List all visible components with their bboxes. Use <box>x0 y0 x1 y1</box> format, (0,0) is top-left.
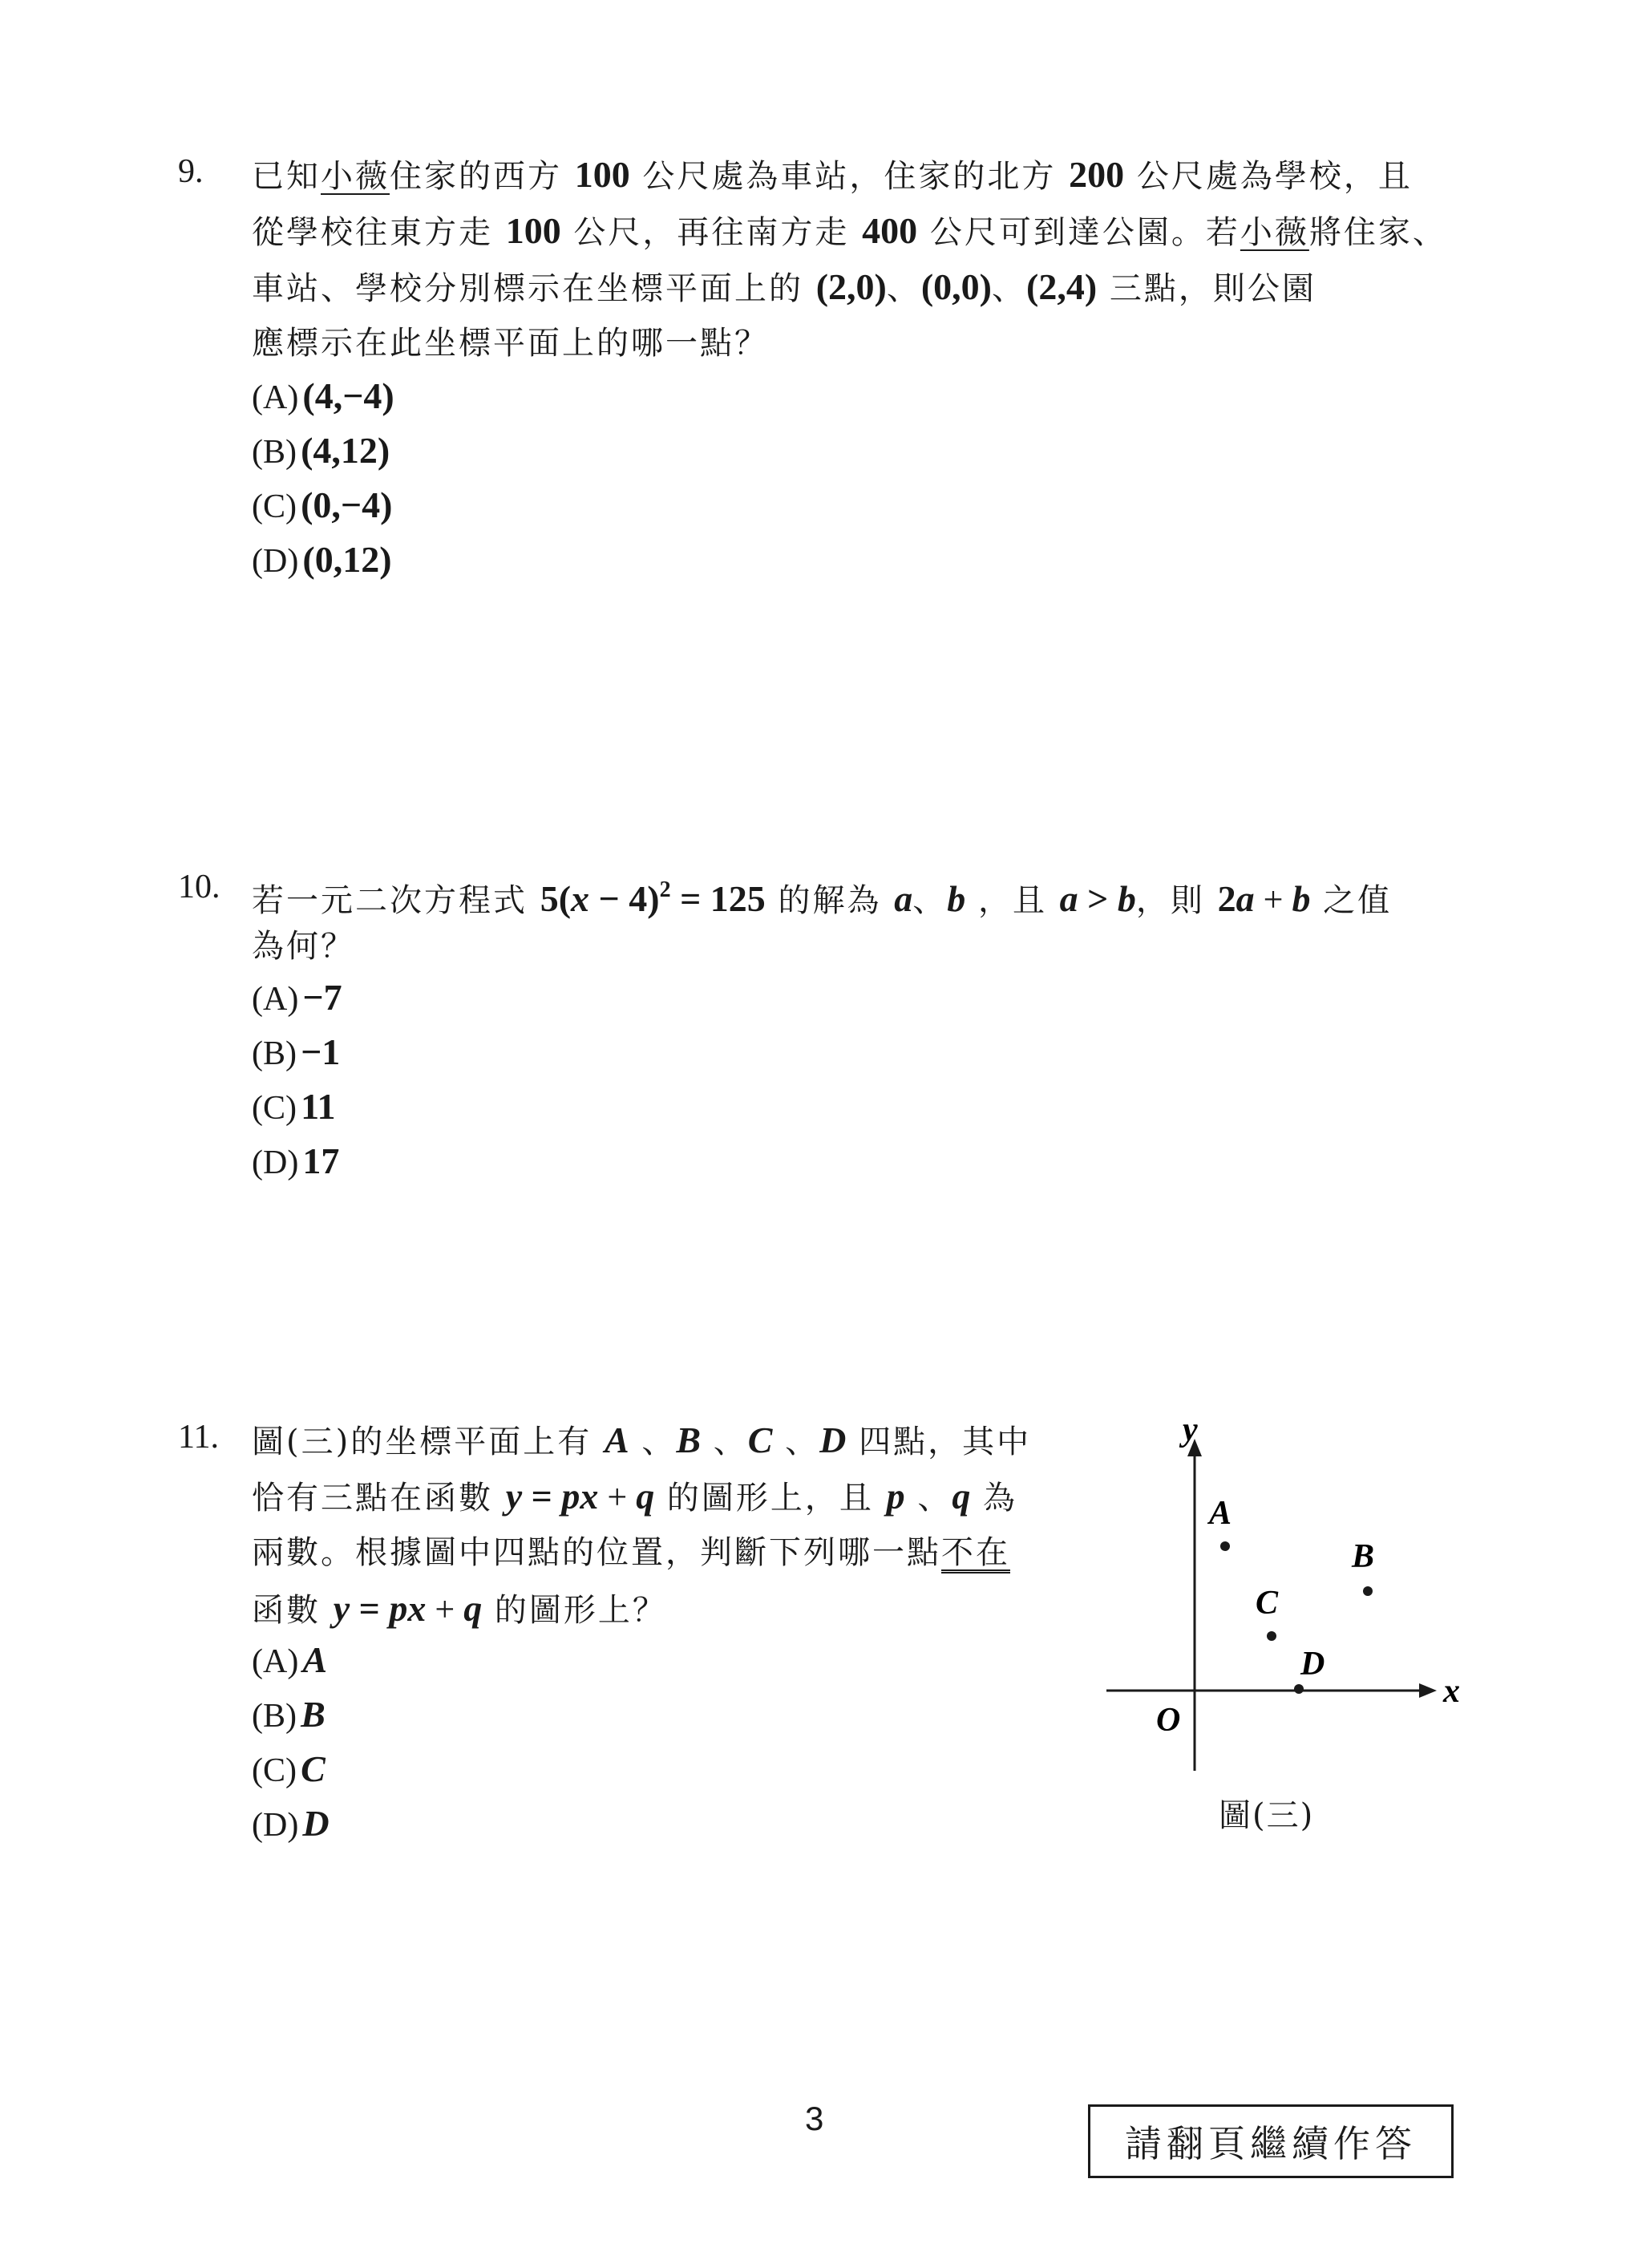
option-b[interactable]: (B) −1 <box>252 1031 341 1072</box>
question-number: 11. <box>178 1419 219 1456</box>
y-axis-label: y <box>1183 1411 1198 1448</box>
x-axis-arrow-icon <box>1419 1683 1437 1698</box>
x-axis-label: x <box>1443 1673 1460 1710</box>
question-text-line: 恰有三點在函數 y = px + q 的圖形上，且 p 、q 為 <box>252 1476 1018 1517</box>
question-number: 9. <box>178 153 204 190</box>
option-c[interactable]: (C) C <box>252 1748 326 1789</box>
question-text-line: 圖(三)的坐標平面上有 A 、B 、C 、D 四點，其中 <box>252 1420 1032 1460</box>
question-text-line: 車站、學校分別標示在坐標平面上的 (2,0)、(0,0)、(2,4) 三點，則公園 <box>252 266 1316 307</box>
question-text-line: 已知小薇住家的西方 100 公尺處為車站，住家的北方 200 公尺處為學校，且 <box>252 154 1413 195</box>
option-a[interactable]: (A) (4,−4) <box>252 375 394 416</box>
point-a <box>1220 1541 1230 1551</box>
point-c-label: C <box>1256 1585 1279 1622</box>
point-b-label: B <box>1352 1538 1375 1575</box>
question-number: 10. <box>178 869 220 905</box>
page-number: 3 <box>805 2100 824 2137</box>
option-c[interactable]: (C) (0,−4) <box>252 484 393 525</box>
option-d[interactable]: (D) D <box>252 1803 330 1844</box>
option-d[interactable]: (D) 17 <box>252 1140 340 1181</box>
question-text-line: 為何？ <box>252 928 355 965</box>
option-a[interactable]: (A) −7 <box>252 977 342 1018</box>
option-b[interactable]: (B) B <box>252 1694 326 1735</box>
option-c[interactable]: (C) 11 <box>252 1086 336 1127</box>
turn-page-notice <box>1088 2104 1454 2178</box>
point-d-label: D <box>1300 1646 1325 1683</box>
option-b[interactable]: (B) (4,12) <box>252 430 390 471</box>
question-text-line: 從學校往東方走 100 公尺，再往南方走 400 公尺可到達公園。若小薇將住家、 <box>252 210 1447 251</box>
option-d[interactable]: (D) (0,12) <box>252 539 392 580</box>
origin-label: O <box>1156 1702 1181 1739</box>
option-a[interactable]: (A) A <box>252 1639 328 1680</box>
coordinate-plane-figure <box>1106 1411 1491 1780</box>
question-text-line: 兩數。根據圖中四點的位置，判斷下列哪一點不在 <box>252 1534 1010 1571</box>
question-text-line: 函數 y = px + q 的圖形上？ <box>252 1588 667 1629</box>
question-text-line: 應標示在此坐標平面上的哪一點？ <box>252 325 769 362</box>
turn-page-text: 請翻頁繼續作答 <box>1125 2122 1417 2165</box>
question-text-line: 若一元二次方程式 $5(x - 4)^2 = 125$ 的解為 a、b ，且 a > b，則 2a + b 之值 <box>252 877 1393 919</box>
point-a-label: A <box>1209 1495 1232 1532</box>
point-c <box>1267 1631 1276 1641</box>
figure-caption: 圖(三) <box>1219 1797 1315 1834</box>
point-b <box>1363 1586 1373 1596</box>
point-d <box>1294 1684 1304 1694</box>
